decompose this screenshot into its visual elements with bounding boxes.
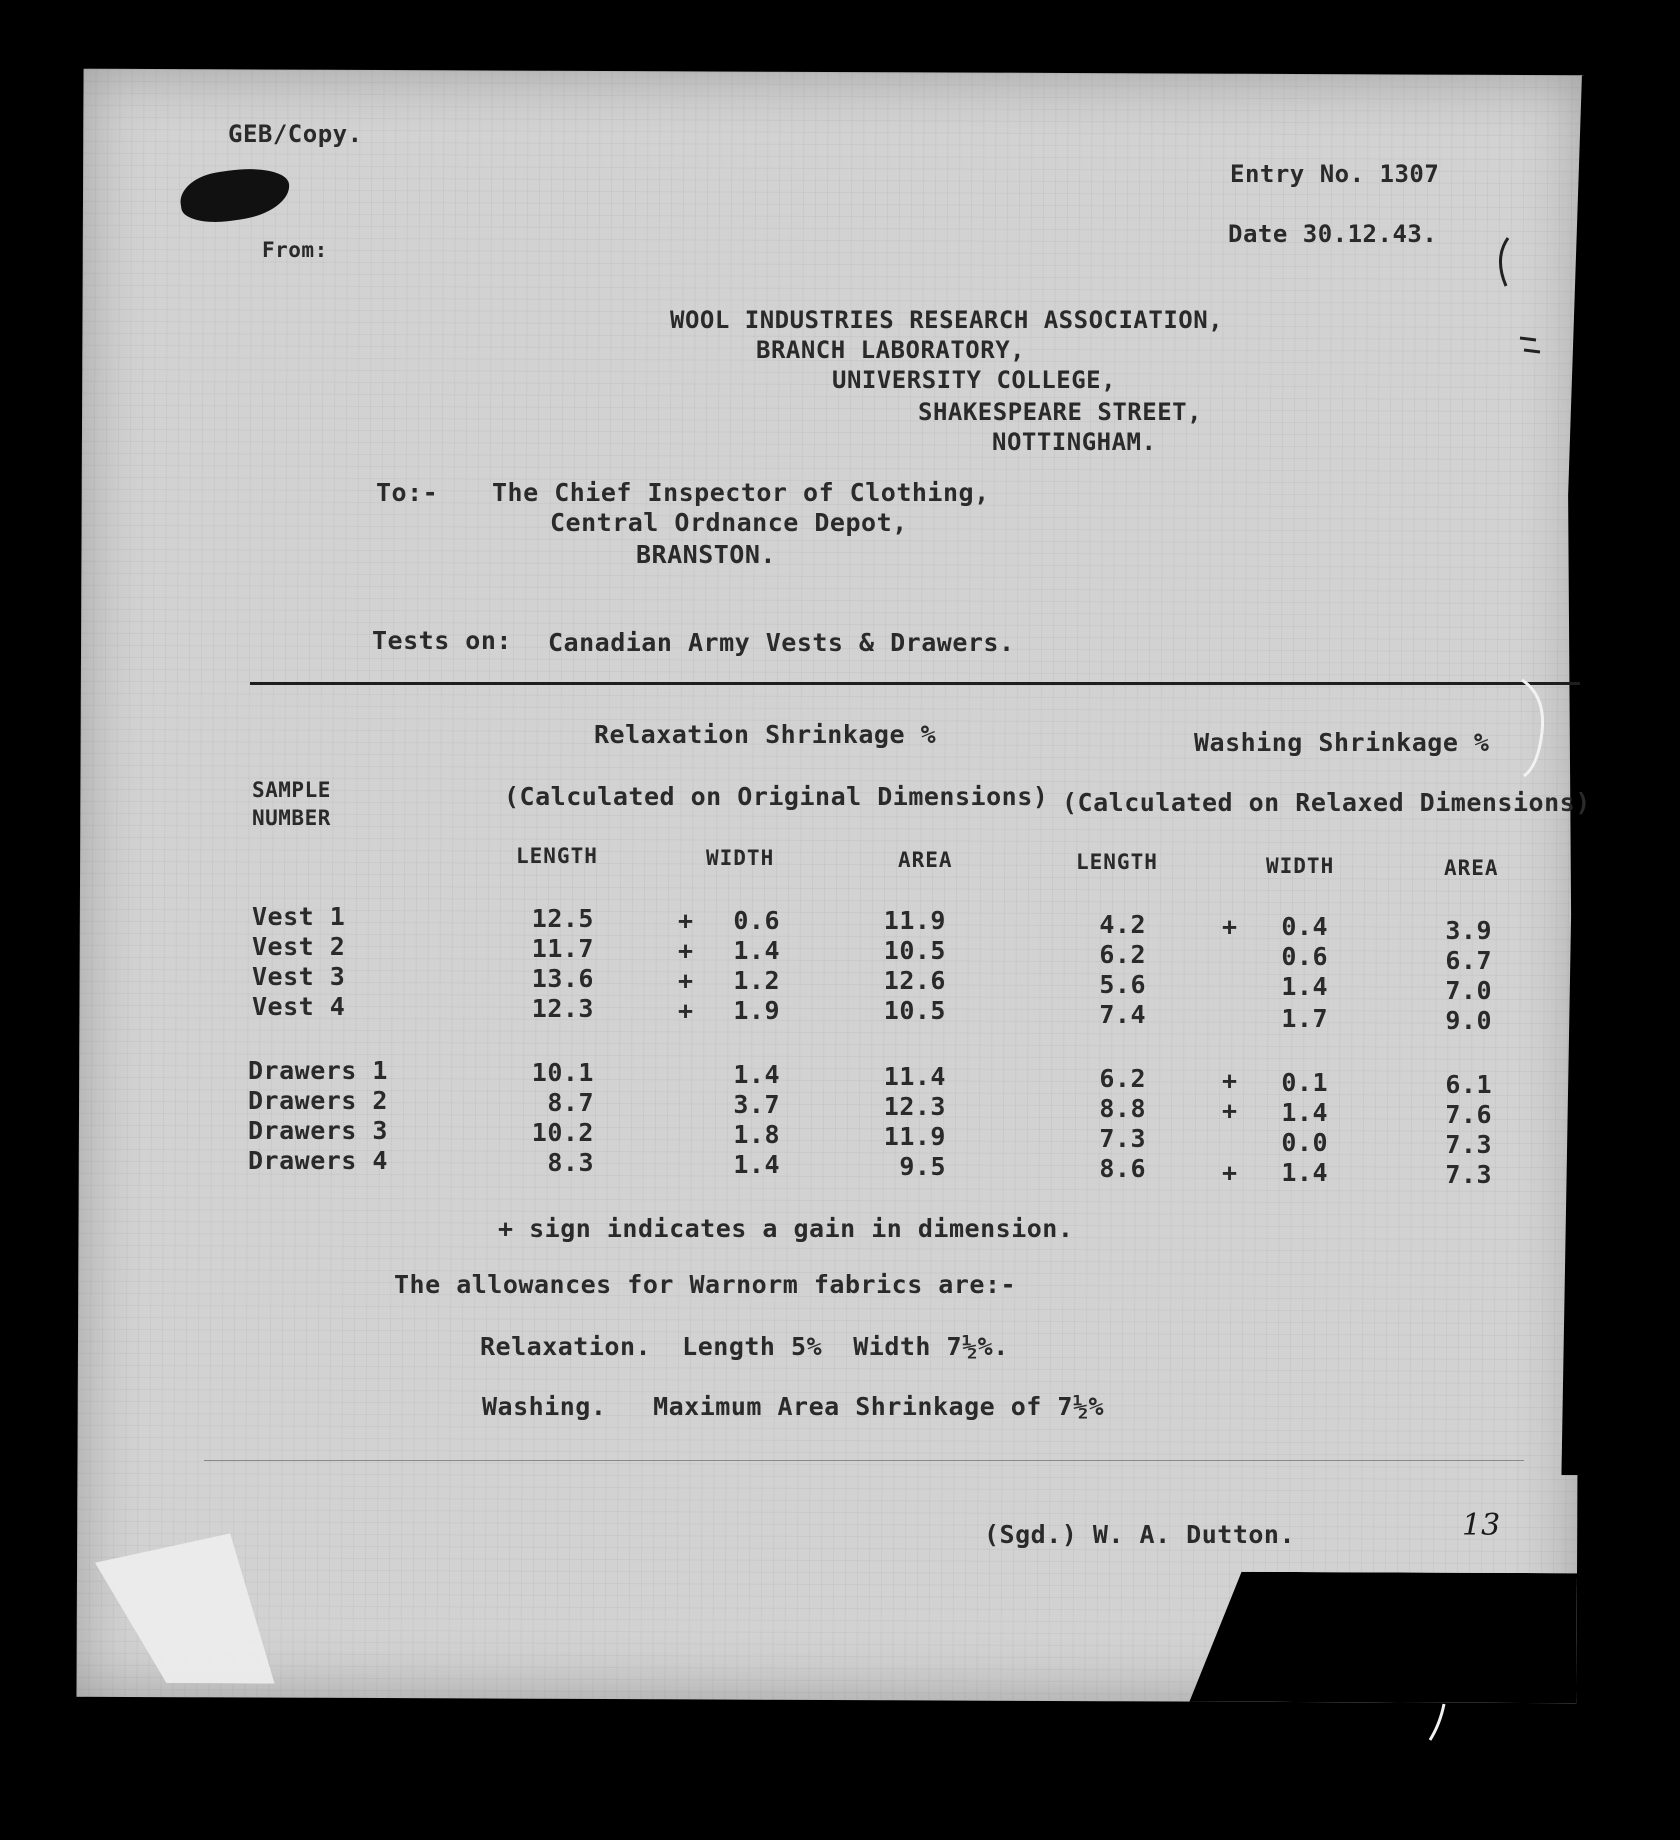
relax-area-cell: 12.6: [883, 966, 946, 995]
relax-length-cell: 11.7: [531, 934, 594, 963]
margin-pencil-marks: [1490, 228, 1550, 408]
entry-date: Date 30.12.43.: [1228, 220, 1438, 248]
sample-cell: Drawers 3: [248, 1116, 388, 1145]
wash-area-cell: 7.6: [1445, 1100, 1492, 1129]
folded-corner: [95, 1533, 276, 1684]
wash-width-cell: 0.0: [1281, 1128, 1328, 1157]
entry-number: Entry No. 1307: [1230, 160, 1440, 188]
relax-width-cell: 1.4: [733, 1150, 780, 1179]
relax-length-cell: 10.1: [531, 1058, 594, 1087]
col-relax-length: LENGTH: [516, 844, 598, 868]
relax-width-cell: 1.2: [733, 966, 780, 995]
recipient-line-3: BRANSTON.: [636, 540, 776, 569]
relax-area-cell: 9.5: [899, 1152, 946, 1181]
wash-length-cell: 5.6: [1099, 970, 1146, 999]
relaxation-calc-note: (Calculated on Original Dimensions): [504, 782, 1049, 811]
wash-width-cell: 0.4: [1281, 912, 1328, 941]
wash-area-cell: 7.0: [1445, 976, 1492, 1005]
wash-length-cell: 6.2: [1099, 1064, 1146, 1093]
col-wash-area: AREA: [1444, 856, 1499, 880]
sample-cell: Vest 2: [252, 932, 346, 961]
wash-width-cell: 1.4: [1281, 1098, 1328, 1127]
relax-area-cell: 11.9: [883, 906, 946, 935]
page-number: 13: [1462, 1508, 1501, 1543]
signature: (Sgd.) W. A. Dutton.: [984, 1520, 1296, 1549]
sender-line-4: SHAKESPEARE STREET,: [918, 398, 1203, 426]
relax-sign-cell: +: [678, 996, 694, 1025]
margin-bracket: [1516, 676, 1556, 786]
sample-cell: Drawers 1: [248, 1056, 388, 1085]
col-relax-area: AREA: [898, 848, 953, 872]
relaxation-group-header: Relaxation Shrinkage %: [594, 720, 937, 749]
col-wash-width: WIDTH: [1266, 854, 1335, 878]
relax-sign-cell: +: [678, 936, 694, 965]
recipient-line-2: Central Ordnance Depot,: [550, 508, 908, 537]
relax-length-cell: 8.3: [547, 1148, 594, 1177]
sample-cell: Drawers 4: [248, 1146, 388, 1175]
wash-width-cell: 1.7: [1281, 1004, 1328, 1033]
relax-width-cell: 1.8: [733, 1120, 780, 1149]
relax-length-cell: 12.5: [531, 904, 594, 933]
wash-width-cell: 0.1: [1281, 1068, 1328, 1097]
wash-area-cell: 9.0: [1445, 1006, 1492, 1035]
relax-width-cell: 3.7: [733, 1090, 780, 1119]
wash-area-cell: 3.9: [1445, 916, 1492, 945]
sample-header-2: NUMBER: [252, 806, 331, 830]
sample-cell: Vest 1: [252, 902, 346, 931]
wash-width-cell: 1.4: [1281, 1158, 1328, 1187]
sender-line-1: WOOL INDUSTRIES RESEARCH ASSOCIATION,: [670, 306, 1224, 334]
sample-header-1: SAMPLE: [252, 778, 331, 802]
sender-line-5: NOTTINGHAM.: [992, 428, 1157, 456]
washing-group-header: Washing Shrinkage %: [1194, 728, 1490, 757]
wash-length-cell: 4.2: [1099, 910, 1146, 939]
wash-length-cell: 8.8: [1099, 1094, 1146, 1123]
washing-allowance: Washing. Maximum Area Shrinkage of 7½%: [482, 1392, 1105, 1421]
relax-width-cell: 1.9: [733, 996, 780, 1025]
wash-length-cell: 8.6: [1099, 1154, 1146, 1183]
relax-length-cell: 12.3: [531, 994, 594, 1023]
sign-note: + sign indicates a gain in dimension.: [498, 1214, 1074, 1243]
relax-width-cell: 1.4: [733, 1060, 780, 1089]
sender-line-3: UNIVERSITY COLLEGE,: [832, 366, 1117, 394]
col-relax-width: WIDTH: [706, 846, 775, 870]
relax-width-cell: 0.6: [733, 906, 780, 935]
col-wash-length: LENGTH: [1076, 850, 1158, 874]
divider-top: [250, 682, 1580, 685]
edge-scratch: [1420, 1700, 1460, 1750]
relax-sign-cell: +: [678, 906, 694, 935]
subject-text: Canadian Army Vests & Drawers.: [548, 628, 1015, 657]
subject-label: Tests on:: [372, 626, 512, 655]
relax-length-cell: 8.7: [547, 1088, 594, 1117]
sample-cell: Drawers 2: [248, 1086, 388, 1115]
relax-area-cell: 10.5: [883, 996, 946, 1025]
wash-sign-cell: +: [1222, 1158, 1238, 1187]
wash-width-cell: 0.6: [1281, 942, 1328, 971]
relax-sign-cell: +: [678, 966, 694, 995]
sample-cell: Vest 3: [252, 962, 346, 991]
wash-length-cell: 6.2: [1099, 940, 1146, 969]
relax-width-cell: 1.4: [733, 936, 780, 965]
relax-length-cell: 10.2: [531, 1118, 594, 1147]
sender-line-2: BRANCH LABORATORY,: [756, 336, 1026, 364]
wash-sign-cell: +: [1222, 1096, 1238, 1125]
wash-sign-cell: +: [1222, 1066, 1238, 1095]
from-label: From:: [262, 238, 328, 262]
wash-sign-cell: +: [1222, 912, 1238, 941]
wash-area-cell: 6.1: [1445, 1070, 1492, 1099]
reference-code: GEB/Copy.: [228, 120, 363, 148]
recipient-line-1: The Chief Inspector of Clothing,: [492, 478, 990, 507]
to-label: To:-: [376, 478, 439, 507]
wash-length-cell: 7.4: [1099, 1000, 1146, 1029]
divider-bottom: [204, 1460, 1524, 1461]
allowances-intro: The allowances for Warnorm fabrics are:-: [394, 1270, 1017, 1299]
relax-length-cell: 13.6: [531, 964, 594, 993]
wash-area-cell: 7.3: [1445, 1130, 1492, 1159]
torn-edge: [1561, 75, 1591, 1475]
cut-corner: [1146, 1571, 1577, 1703]
sample-cell: Vest 4: [252, 992, 346, 1021]
wash-area-cell: 7.3: [1445, 1160, 1492, 1189]
wash-area-cell: 6.7: [1445, 946, 1492, 975]
wash-width-cell: 1.4: [1281, 972, 1328, 1001]
relax-area-cell: 11.9: [883, 1122, 946, 1151]
relaxation-allowance: Relaxation. Length 5% Width 7½%.: [480, 1332, 1009, 1361]
relax-area-cell: 10.5: [883, 936, 946, 965]
wash-length-cell: 7.3: [1099, 1124, 1146, 1153]
washing-calc-note: (Calculated on Relaxed Dimensions): [1062, 788, 1591, 817]
relax-area-cell: 12.3: [883, 1092, 946, 1121]
relax-area-cell: 11.4: [883, 1062, 946, 1091]
